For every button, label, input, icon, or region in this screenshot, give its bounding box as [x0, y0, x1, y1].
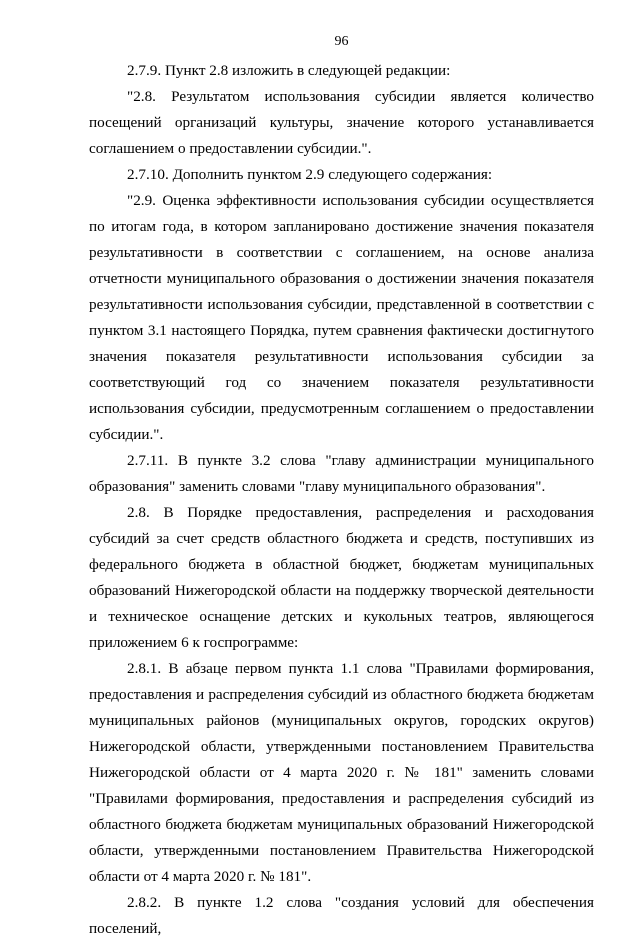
paragraph-2-9-evaluation: "2.9. Оценка эффективности использования субсидии осуществляется по итогам года, в котором запланировано достижение значения показателя результативности в соответствии с соглашением, на основе анализа отчетности муниципального образования о достижении значения показателя результативности использования субсидии, представленной в соответствии с пунктом 3.1 настоящего Порядка, путем сравнения фактически достигнутого значения показателя результативности использования субсидии за соответствующий год со значением показателя результативности использования субсидии, предусмотренным соглашением о предоставлении субсидии.".: [89, 192, 594, 443]
paragraph-2-7-10: 2.7.10. Дополнить пунктом 2.9 следующего содержания:: [127, 166, 493, 183]
page-number: 96: [334, 34, 349, 49]
paragraph-2-8: 2.8. В Порядке предоставления, распределения и расходования субсидий за счет средств областного бюджета и средств, поступивших из федерального бюджета в областной бюджет, бюджетам муниципальных образований Нижегородской области на поддержку творческой деятельности и техническое оснащение детских и кукольных театров, являющегося приложением 6 к госпрограмме:: [89, 504, 594, 651]
paragraph-2-7-9: 2.7.9. Пункт 2.8 изложить в следующей редакции:: [127, 62, 451, 79]
paragraph-2-8-result: "2.8. Результатом использования субсидии является количество посещений организаций культуры, значение которого устанавливается соглашением о предоставлении субсидии.".: [89, 88, 594, 157]
paragraph-2-8-1: 2.8.1. В абзаце первом пункта 1.1 слова "Правилами формирования, предоставления и распределения субсидий из областного бюджета бюджетам муниципальных районов (муниципальных округов, городских округов) Нижегородской области, утвержденными постановлением Правительства Нижегородской области от 4 марта 2020 г. № 181" заменить словами "Правилами формирования, предоставления и распределения субсидий из областного бюджета бюджетам муниципальных образований Нижегородской области, утвержденными постановлением Правительства Нижегородской области от 4 марта 2020 г. № 181".: [89, 660, 594, 885]
document-page: [89, 30, 594, 942]
paragraph-2-7-11: 2.7.11. В пункте 3.2 слова "главу администрации муниципального образования" заменить словами "главу муниципального образования".: [89, 452, 594, 495]
paragraph-2-8-2: 2.8.2. В пункте 1.2 слова "создания условий для обеспечения поселений,: [89, 894, 594, 937]
